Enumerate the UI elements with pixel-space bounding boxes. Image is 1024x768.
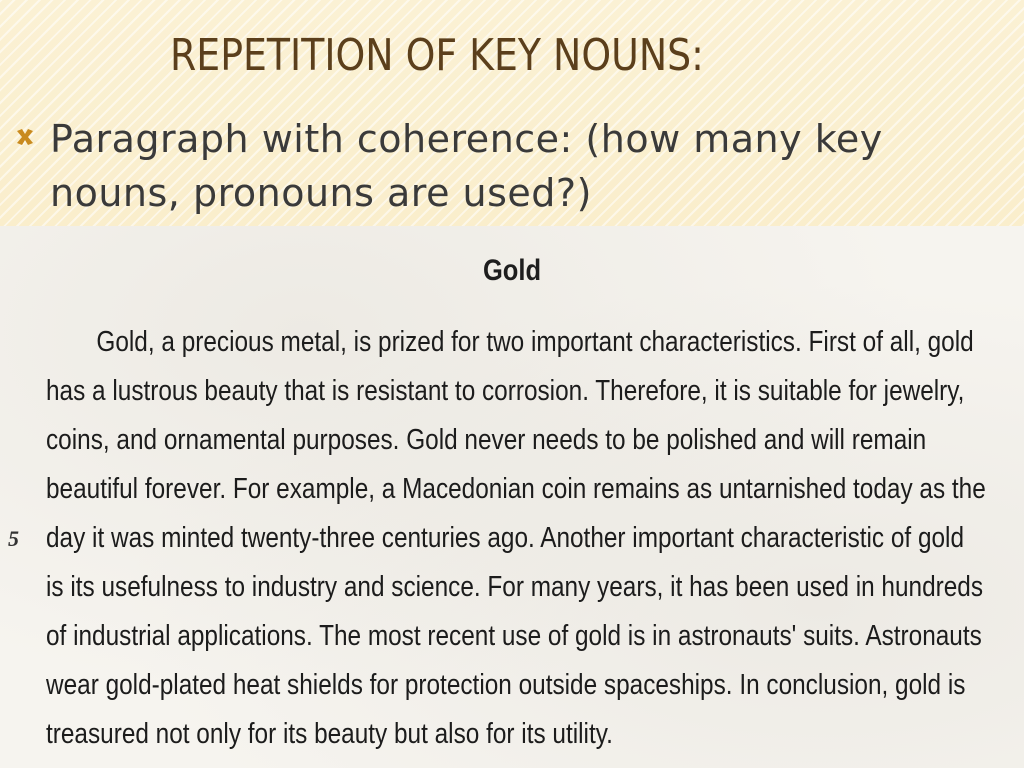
- passage-line: treasured not only for its beauty but also for its utility.: [46, 718, 613, 750]
- passage-line: has a lustrous beauty that is resistant to corrosion. Therefore, it is suitable for jewelry,: [46, 375, 965, 407]
- passage-line: of industrial applications. The most recent use of gold is in astronauts' suits. Astronauts: [46, 620, 982, 652]
- passage-line: wear gold-plated heat shields for protection outside spaceships. In conclusion, gold is: [46, 669, 966, 701]
- passage-line: is its usefulness to industry and science. For many years, it has been used in hundreds: [46, 571, 984, 603]
- passage-image: [0, 226, 1024, 768]
- passage-line: Gold, a precious metal, is prized for two important characteristics. First of all, gold: [96, 326, 974, 358]
- bullet-point: [14, 112, 914, 220]
- passage-line: day it was minted twenty-three centuries ago. Another important characteristic of gold: [46, 522, 965, 554]
- slide-title: REPETITION OF KEY NOUNS:: [170, 30, 704, 81]
- bullet-text: Paragraph with coherence: (how many key nouns, pronouns are used?): [50, 117, 883, 215]
- passage-line: beautiful forever. For example, a Macedonian coin remains as untarnished today as the: [46, 473, 986, 505]
- passage-paragraph: [46, 318, 1004, 759]
- passage-title: Gold: [482, 254, 542, 287]
- x-mark-icon: [14, 126, 36, 148]
- line-number: 5: [8, 526, 19, 551]
- passage-line: coins, and ornamental purposes. Gold never needs to be polished and will remain: [46, 424, 927, 456]
